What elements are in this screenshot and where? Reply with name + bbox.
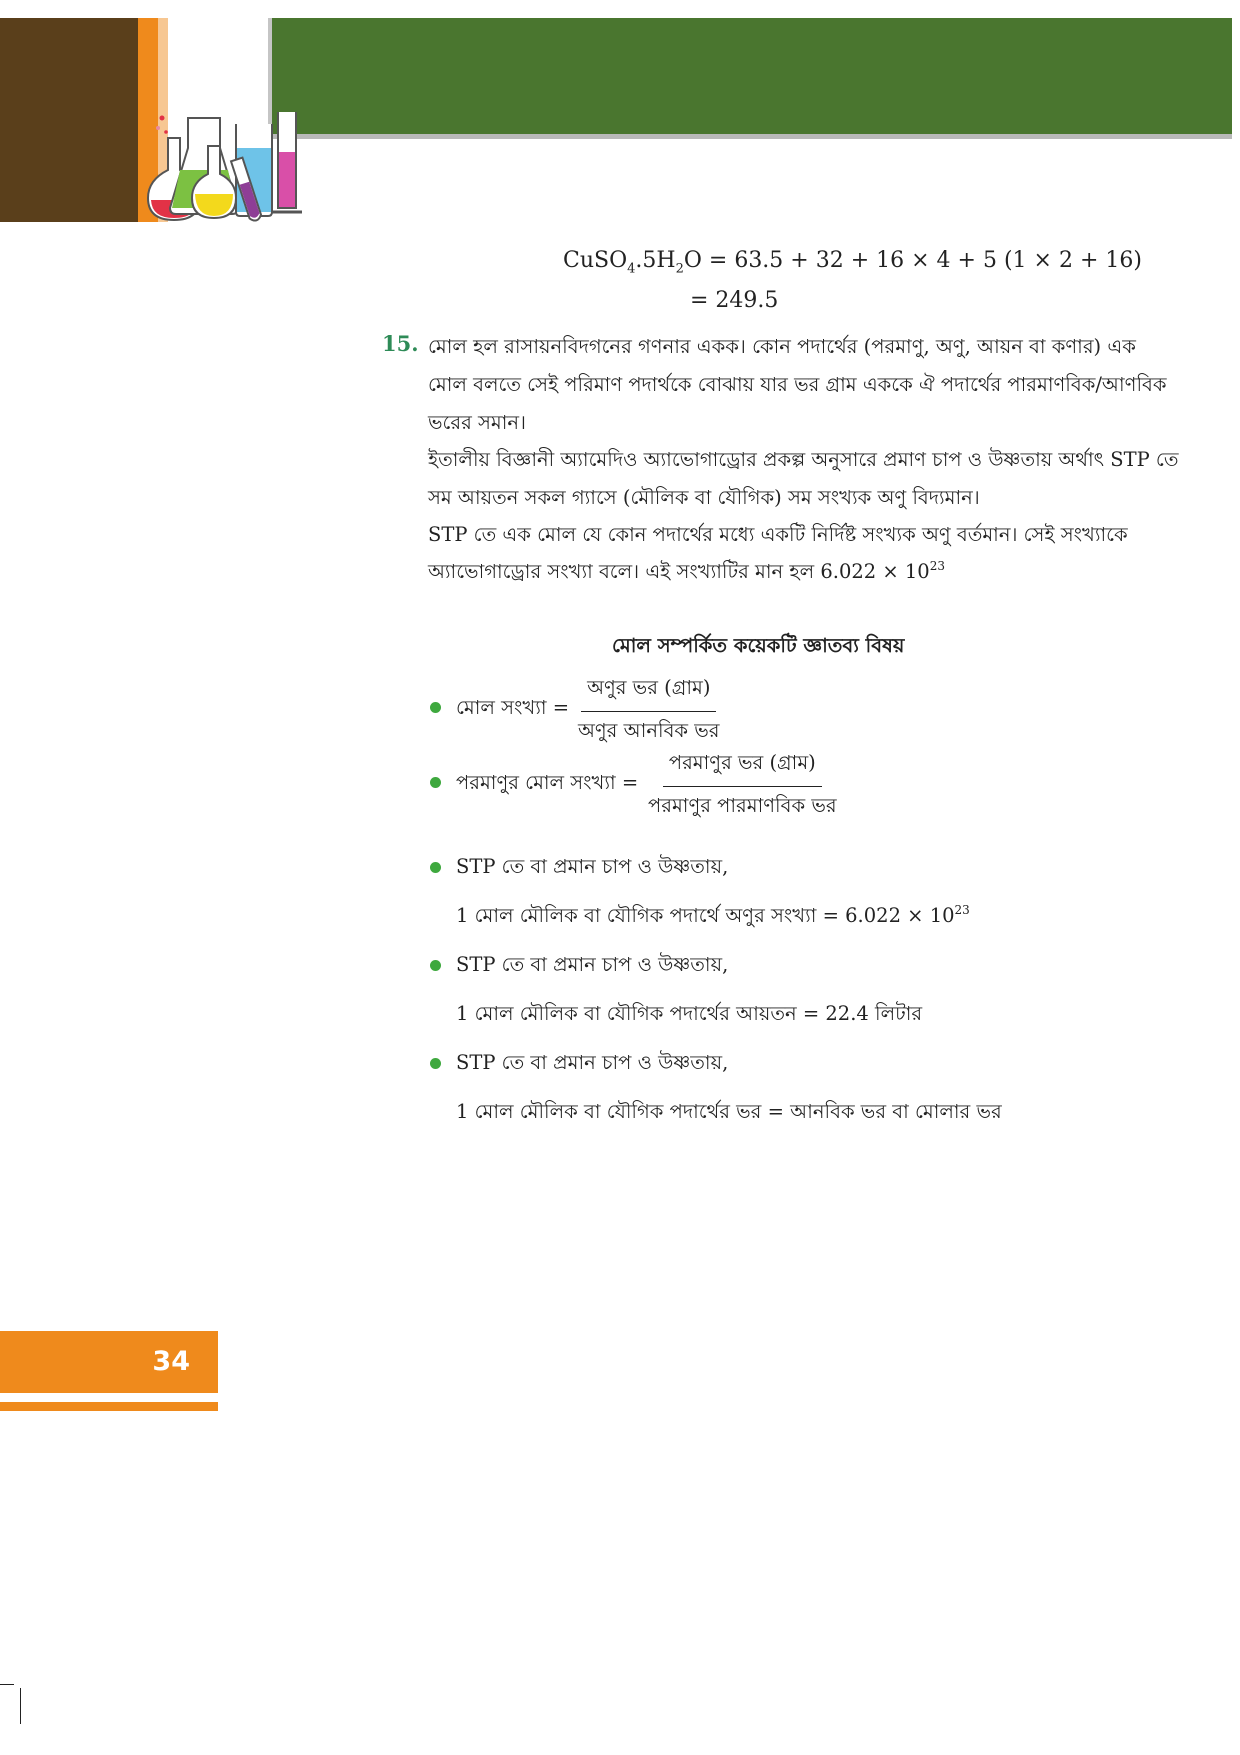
bullet-icon <box>430 702 441 713</box>
crop-mark <box>0 1684 14 1685</box>
crop-mark <box>20 1688 21 1724</box>
stp-bullet-title: STP তে বা প্রমান চাপ ও উষ্ণতায়, <box>456 1051 729 1074</box>
formula1-denominator: অণুর আনবিক ভর <box>578 719 720 742</box>
item15-line-6: STP তে এক মোল যে কোন পদার্থের মধ্যে একটি নির্দিষ্ট সংখ্যক অণু বর্তমান। সেই সংখ্যাকে <box>428 523 1128 546</box>
page-number-underline <box>0 1402 218 1411</box>
equation-result: = 249.5 <box>690 288 779 313</box>
item15-line-2: মোল বলতে সেই পরিমাণ পদার্থকে বোঝায় যার ভর গ্রাম এককে ঐ পদার্থের পারমাণবিক/আণবিক <box>428 373 1167 396</box>
item15-line-5: সম আয়তন সকল গ্যাসে (মৌলিক বা যৌগিক) সম সংখ্যক অণু বিদ্যমান। <box>428 486 980 509</box>
formula2-denominator: পরমাণুর পারমাণবিক ভর <box>648 794 837 817</box>
formula1-label: মোল সংখ্যা = <box>456 696 570 719</box>
item15-line-4: ইতালীয় বিজ্ঞানী অ্যামেদিও অ্যাভোগাড্রোর প্রকল্প অনুসারে প্রমাণ চাপ ও উষ্ণতায় অর্থাৎ STP তে <box>428 448 1179 471</box>
stp-bullet-detail: 1 মোল মৌলিক বা যৌগিক পদার্থে অণুর সংখ্যা = $6.022 \times 10^{23}$ <box>456 903 970 927</box>
stp-bullet-detail: 1 মোল মৌলিক বা যৌগিক পদার্থের ভর = আনবিক ভর বা মোলার ভর <box>456 1100 1002 1123</box>
formula2-fraction <box>642 749 843 824</box>
formula1-numerator: অণুর ভর (গ্রাম) <box>581 674 716 712</box>
molar-mass-equation: $CuSO_4.5H_2O = 63.5 + 32 + 16 \times 4 + 5$ (1 × 2 + 16) <box>563 248 1142 277</box>
stp-bullet-title: STP তে বা প্রমান চাপ ও উষ্ণতায়, <box>456 855 729 878</box>
item15-line-1: মোল হল রাসায়নবিদগনের গণনার একক। কোন পদার্থের (পরমাণু, অণু, আয়ন বা কণার) এক <box>428 335 1136 358</box>
stp-bullet-detail: 1 মোল মৌলিক বা যৌগিক পদার্থের আয়তন = 22.4 লিটার <box>456 1002 923 1025</box>
formula2-label: পরমাণুর মোল সংখ্যা = <box>456 771 639 794</box>
formula1-fraction <box>572 674 726 749</box>
bullet-icon <box>430 777 441 788</box>
stp-bullet-title: STP তে বা প্রমান চাপ ও উষ্ণতায়, <box>456 953 729 976</box>
bullet-icon <box>430 960 441 971</box>
bullet-icon <box>430 1058 441 1069</box>
item15-line-7: অ্যাভোগাড্রোর সংখ্যা বলে। এই সংখ্যাটির মান হল $6.022 \times 10^{23}$ <box>428 559 945 583</box>
page-number: 34 <box>152 1346 190 1377</box>
formula2-numerator: পরমাণুর ভর (গ্রাম) <box>663 749 822 787</box>
section-heading: মোল সম্পর্কিত কয়েকটি জ্ঞাতব্য বিষয় <box>612 634 905 657</box>
bullet-icon <box>430 862 441 873</box>
header-green-banner <box>270 18 1232 134</box>
lab-glassware-icon <box>140 108 310 226</box>
header-gray-rule <box>270 134 1232 139</box>
item15-line-3: ভরের সমান। <box>428 411 526 434</box>
header-brown-block <box>0 18 138 222</box>
item-number: 15. <box>382 331 419 356</box>
